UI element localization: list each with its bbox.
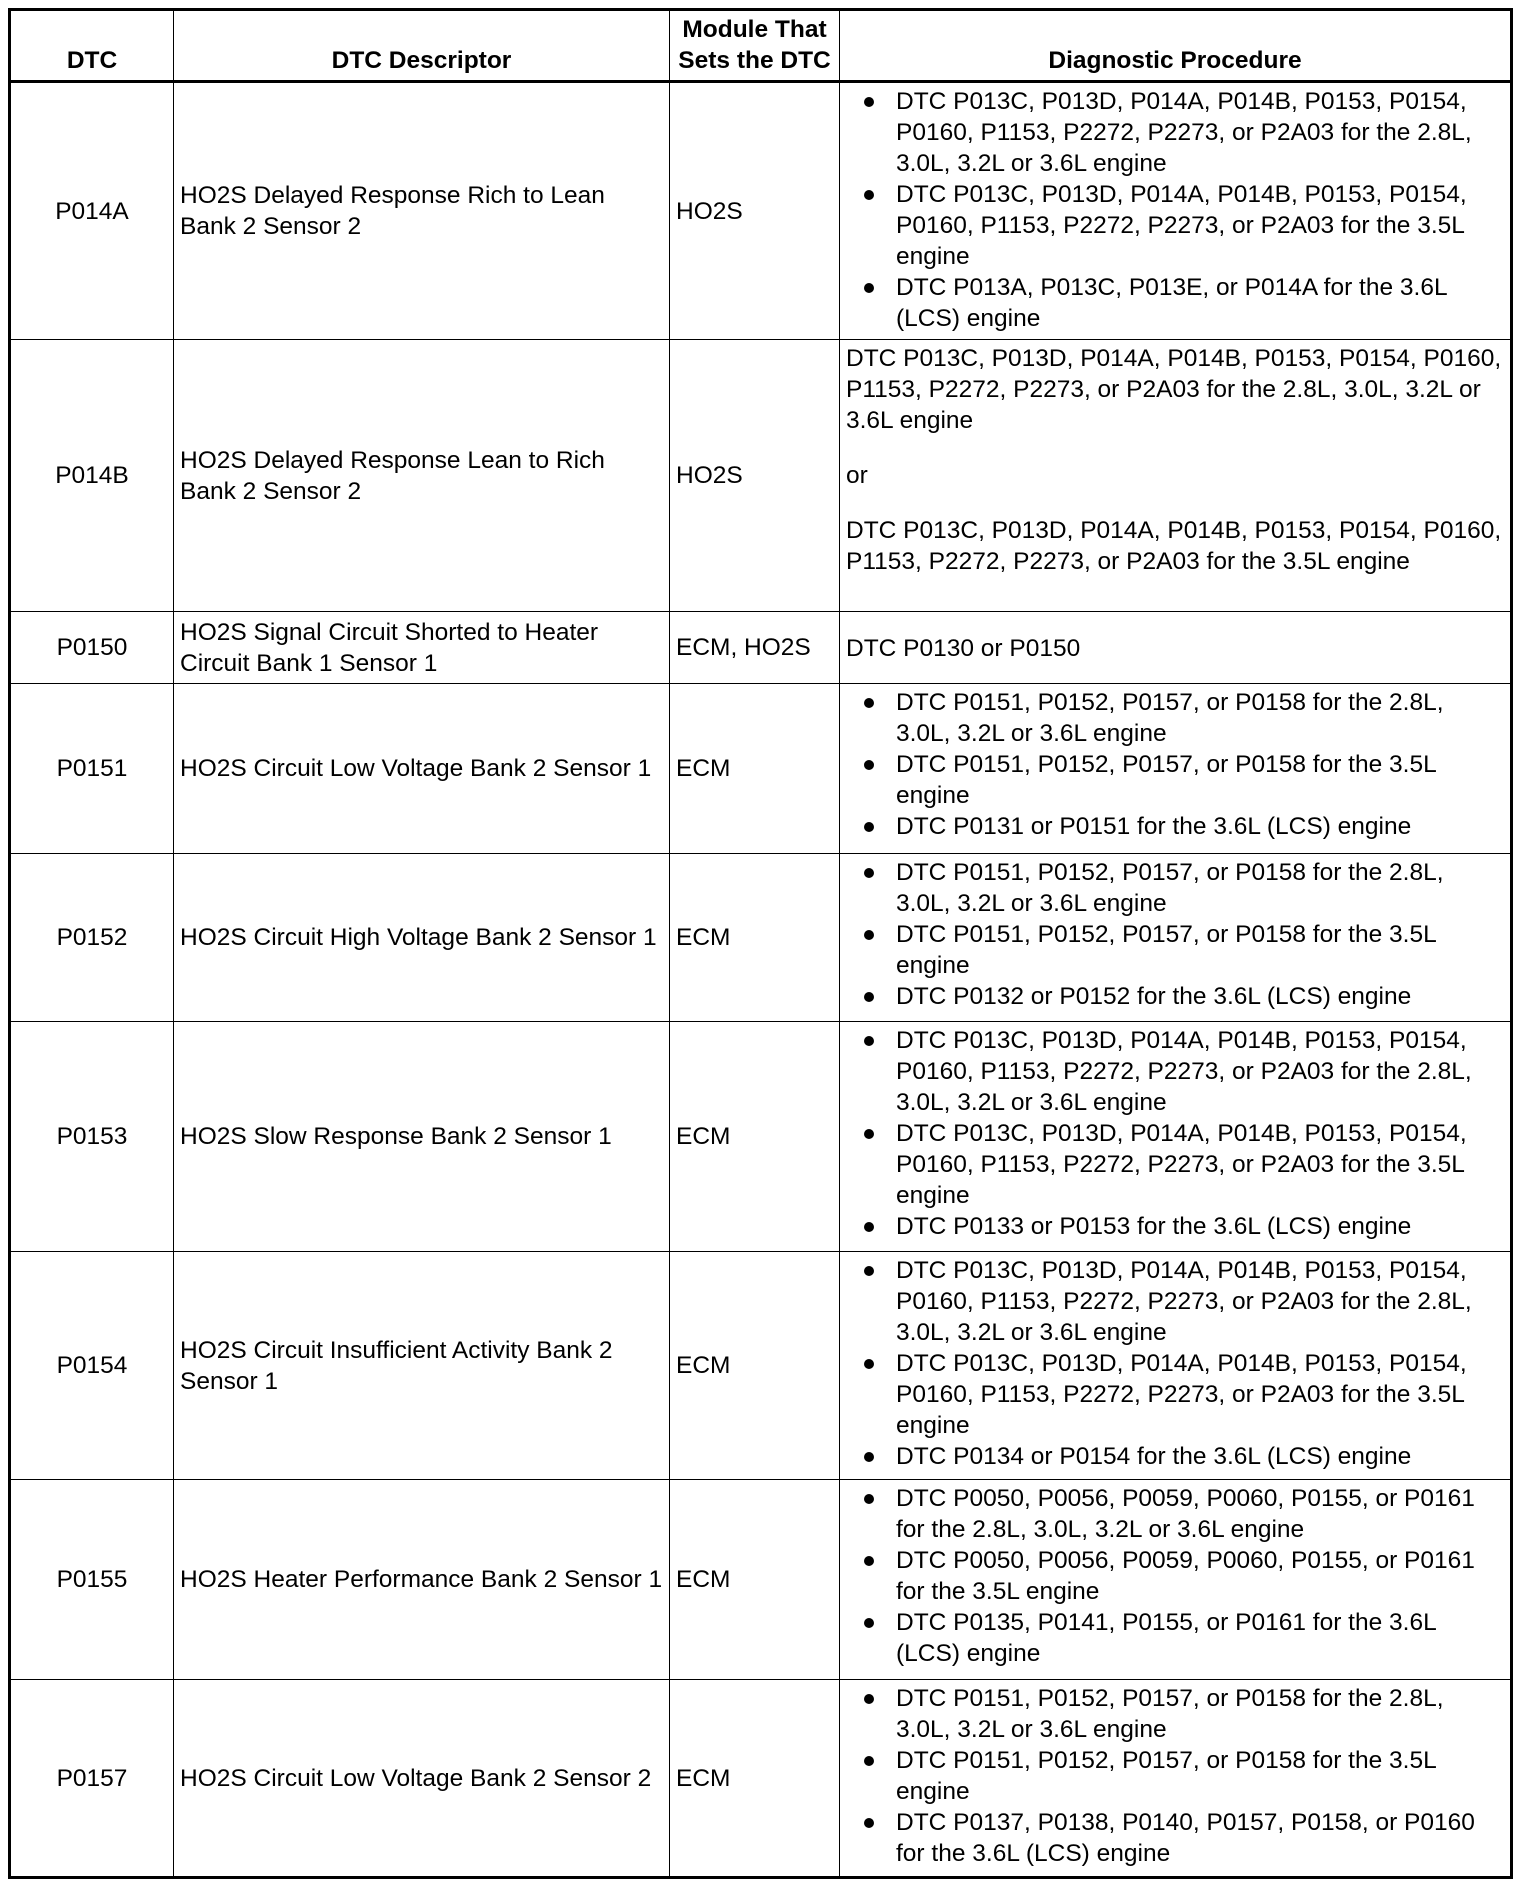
procedure-bullet-item: DTC P0132 or P0152 for the 3.6L (LCS) engine [846, 981, 1504, 1012]
table-row [10, 82, 1512, 340]
procedure-bullet-item: DTC P0133 or P0153 for the 3.6L (LCS) engine [846, 1211, 1504, 1242]
dtc-descriptor-cell: HO2S Circuit Low Voltage Bank 2 Sensor 1 [174, 684, 670, 854]
dtc-code-cell: P014B [10, 340, 174, 612]
table-row [10, 684, 1512, 854]
table-header-row [10, 10, 1512, 82]
procedure-bullet-list [846, 1683, 1504, 1869]
procedure-bullet-item: DTC P0151, P0152, P0157, or P0158 for the 2.8L, 3.0L, 3.2L or 3.6L engine [846, 687, 1504, 749]
diagnostic-procedure-cell [840, 1680, 1512, 1878]
dtc-descriptor-cell: HO2S Circuit Insufficient Activity Bank 2 Sensor 1 [174, 1252, 670, 1480]
module-cell: ECM, HO2S [670, 612, 840, 684]
diagnostic-procedure-cell [840, 1480, 1512, 1680]
module-cell: ECM [670, 684, 840, 854]
dtc-descriptor-cell: HO2S Delayed Response Lean to Rich Bank 2 Sensor 2 [174, 340, 670, 612]
header-module [670, 10, 840, 82]
table-row [10, 612, 1512, 684]
procedure-bullet-item: DTC P013C, P013D, P014A, P014B, P0153, P0154, P0160, P1153, P2272, P2273, or P2A03 for the 3.5L engine [846, 1118, 1504, 1211]
dtc-code-cell: P0157 [10, 1680, 174, 1878]
procedure-bullet-list [846, 687, 1504, 842]
header-descriptor: DTC Descriptor [174, 10, 670, 82]
procedure-bullet-list [846, 86, 1504, 334]
dtc-table [8, 8, 1513, 1879]
module-cell: HO2S [670, 340, 840, 612]
module-cell: ECM [670, 1480, 840, 1680]
procedure-bullet-item: DTC P013C, P013D, P014A, P014B, P0153, P0154, P0160, P1153, P2272, P2273, or P2A03 for the 3.5L engine [846, 179, 1504, 272]
header-module-line2: Sets the DTC [678, 47, 831, 74]
table-row [10, 340, 1512, 612]
procedure-bullet-item: DTC P0050, P0056, P0059, P0060, P0155, or P0161 for the 3.5L engine [846, 1545, 1504, 1607]
table-row [10, 1480, 1512, 1680]
procedure-paragraph: DTC P013C, P013D, P014A, P014B, P0153, P0154, P0160, P1153, P2272, P2273, or P2A03 for the 2.8L, 3.0L, 3.2L or 3.6L engine [846, 345, 1502, 434]
header-procedure: Diagnostic Procedure [840, 10, 1512, 82]
diagnostic-procedure-cell [840, 1022, 1512, 1252]
dtc-code-cell: P0155 [10, 1480, 174, 1680]
dtc-descriptor-cell: HO2S Delayed Response Rich to Lean Bank 2 Sensor 2 [174, 82, 670, 340]
procedure-bullet-item: DTC P013A, P013C, P013E, or P014A for the 3.6L (LCS) engine [846, 272, 1504, 334]
procedure-bullet-item: DTC P0131 or P0151 for the 3.6L (LCS) engine [846, 811, 1504, 842]
diagnostic-procedure-cell [840, 1252, 1512, 1480]
diagnostic-procedure-cell: DTC P0130 or P0150 [840, 612, 1512, 684]
dtc-code-cell: P014A [10, 82, 174, 340]
dtc-descriptor-cell: HO2S Circuit High Voltage Bank 2 Sensor 1 [174, 854, 670, 1022]
table-row [10, 1022, 1512, 1252]
procedure-bullet-list [846, 1483, 1504, 1669]
diagnostic-procedure-cell [840, 854, 1512, 1022]
table-row [10, 1252, 1512, 1480]
diagnostic-procedure-cell [840, 340, 1512, 612]
procedure-bullet-item: DTC P0151, P0152, P0157, or P0158 for the 2.8L, 3.0L, 3.2L or 3.6L engine [846, 857, 1504, 919]
dtc-table-container [8, 8, 1510, 1879]
dtc-code-cell: P0153 [10, 1022, 174, 1252]
table-row [10, 1680, 1512, 1878]
procedure-bullet-item: DTC P013C, P013D, P014A, P014B, P0153, P0154, P0160, P1153, P2272, P2273, or P2A03 for the 2.8L, 3.0L, 3.2L or 3.6L engine [846, 1025, 1504, 1118]
procedure-bullet-item: DTC P013C, P013D, P014A, P014B, P0153, P0154, P0160, P1153, P2272, P2273, or P2A03 for the 3.5L engine [846, 1348, 1504, 1441]
procedure-bullet-item: DTC P0151, P0152, P0157, or P0158 for the 2.8L, 3.0L, 3.2L or 3.6L engine [846, 1683, 1504, 1745]
procedure-bullet-item: DTC P0050, P0056, P0059, P0060, P0155, or P0161 for the 2.8L, 3.0L, 3.2L or 3.6L engine [846, 1483, 1504, 1545]
procedure-bullet-item: DTC P0137, P0138, P0140, P0157, P0158, or P0160 for the 3.6L (LCS) engine [846, 1807, 1504, 1869]
procedure-paragraph: DTC P013C, P013D, P014A, P014B, P0153, P0154, P0160, P1153, P2272, P2273, or P2A03 for the 3.5L engine [846, 517, 1502, 575]
procedure-paragraph: or [846, 462, 868, 489]
diagnostic-procedure-cell [840, 684, 1512, 854]
dtc-code-cell: P0154 [10, 1252, 174, 1480]
module-cell: ECM [670, 1022, 840, 1252]
dtc-descriptor-cell: HO2S Signal Circuit Shorted to Heater Circuit Bank 1 Sensor 1 [174, 612, 670, 684]
dtc-code-cell: P0151 [10, 684, 174, 854]
module-cell: ECM [670, 1252, 840, 1480]
diagnostic-procedure-cell [840, 82, 1512, 340]
procedure-bullet-item: DTC P0151, P0152, P0157, or P0158 for the 3.5L engine [846, 749, 1504, 811]
procedure-bullet-item: DTC P013C, P013D, P014A, P014B, P0153, P0154, P0160, P1153, P2272, P2273, or P2A03 for the 2.8L, 3.0L, 3.2L or 3.6L engine [846, 1255, 1504, 1348]
table-row [10, 854, 1512, 1022]
header-module-line1: Module That [682, 16, 827, 43]
module-cell: ECM [670, 854, 840, 1022]
dtc-code-cell: P0152 [10, 854, 174, 1022]
procedure-bullet-list [846, 1025, 1504, 1242]
procedure-bullet-item: DTC P0151, P0152, P0157, or P0158 for the 3.5L engine [846, 1745, 1504, 1807]
procedure-bullet-list [846, 857, 1504, 1012]
dtc-code-cell: P0150 [10, 612, 174, 684]
procedure-bullet-item: DTC P013C, P013D, P014A, P014B, P0153, P0154, P0160, P1153, P2272, P2273, or P2A03 for the 2.8L, 3.0L, 3.2L or 3.6L engine [846, 86, 1504, 179]
header-dtc: DTC [10, 10, 174, 82]
dtc-descriptor-cell: HO2S Heater Performance Bank 2 Sensor 1 [174, 1480, 670, 1680]
dtc-descriptor-cell: HO2S Circuit Low Voltage Bank 2 Sensor 2 [174, 1680, 670, 1878]
procedure-bullet-item: DTC P0151, P0152, P0157, or P0158 for the 3.5L engine [846, 919, 1504, 981]
procedure-bullet-item: DTC P0135, P0141, P0155, or P0161 for the 3.6L (LCS) engine [846, 1607, 1504, 1669]
module-cell: HO2S [670, 82, 840, 340]
procedure-bullet-item: DTC P0134 or P0154 for the 3.6L (LCS) engine [846, 1441, 1504, 1472]
dtc-descriptor-cell: HO2S Slow Response Bank 2 Sensor 1 [174, 1022, 670, 1252]
module-cell: ECM [670, 1680, 840, 1878]
procedure-bullet-list [846, 1255, 1504, 1472]
